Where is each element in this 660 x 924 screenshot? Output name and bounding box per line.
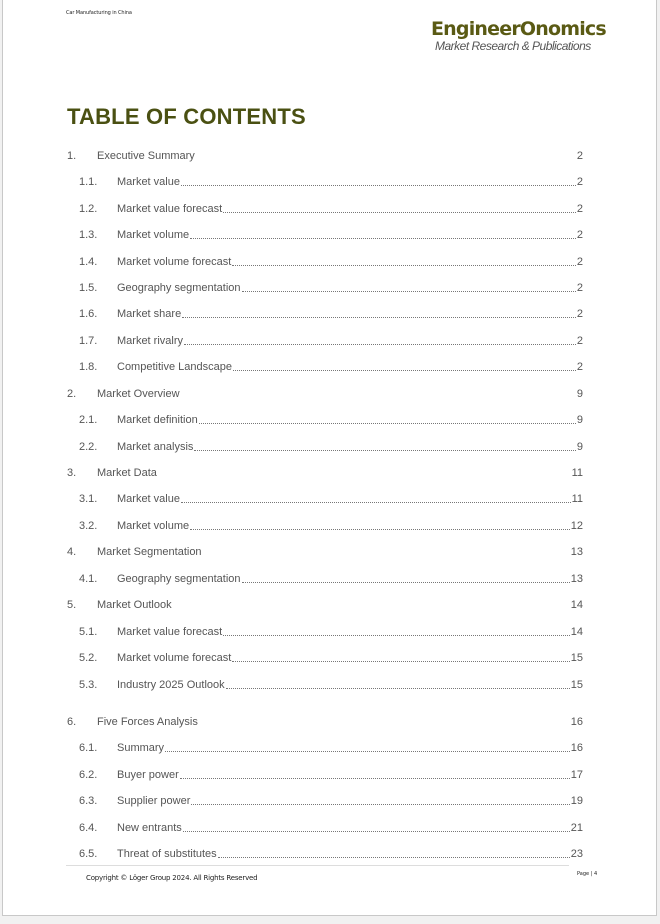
- toc-dot-leader: [218, 856, 570, 858]
- toc-entry-number: 5.1.: [79, 626, 98, 638]
- toc-entry-label: Market share: [117, 308, 182, 320]
- toc-entry-page: 13: [570, 573, 583, 585]
- document-page: [2, 0, 657, 916]
- toc-entry-number: 5.: [67, 599, 77, 611]
- toc-entry-label: Market value forecast: [117, 626, 223, 638]
- logo-tagline: Market Research & Publications: [435, 39, 591, 53]
- toc-entry-label: Geography segmentation: [117, 282, 241, 294]
- toc-dot-leader: [182, 316, 576, 318]
- toc-entry[interactable]: [67, 384, 583, 400]
- toc-entry-label: Industry 2025 Outlook: [117, 679, 225, 691]
- toc-entry-number: 1.4.: [79, 256, 98, 268]
- toc-entry-page: 2: [576, 282, 583, 294]
- toc-entry[interactable]: [67, 791, 583, 807]
- logo-name: EngineerOnomics: [431, 18, 606, 40]
- toc-entry-number: 5.2.: [79, 652, 98, 664]
- toc-entry[interactable]: [67, 278, 583, 294]
- toc-entry-page: 21: [570, 822, 583, 834]
- toc-entry[interactable]: [67, 818, 583, 834]
- toc-entry[interactable]: [67, 304, 583, 320]
- toc-entry[interactable]: [67, 648, 583, 664]
- toc-entry-number: 1.8.: [79, 361, 98, 373]
- toc-entry[interactable]: [67, 622, 583, 638]
- toc-entry[interactable]: [67, 765, 583, 781]
- toc-entry-label: Market rivalry: [117, 335, 184, 347]
- toc-title: TABLE OF CONTENTS: [67, 104, 306, 129]
- toc-dot-leader: [199, 422, 576, 424]
- toc-entry[interactable]: [67, 675, 583, 691]
- toc-entry[interactable]: [67, 225, 583, 241]
- toc-dot-leader: [242, 290, 576, 292]
- toc-entry-label: Threat of substitutes: [117, 848, 217, 860]
- toc-dot-leader: [181, 397, 576, 398]
- toc-entry-number: 1.: [67, 150, 77, 162]
- toc-dot-leader: [199, 725, 570, 726]
- toc-entry-label: Five Forces Analysis: [97, 716, 198, 728]
- toc-entry[interactable]: [67, 437, 583, 453]
- toc-entry[interactable]: [67, 844, 583, 860]
- toc-entry-label: Geography segmentation: [117, 573, 241, 585]
- header-document-title: Car Manufacturing in China: [66, 10, 132, 16]
- toc-dot-leader: [232, 264, 576, 266]
- toc-dot-leader: [190, 237, 576, 239]
- toc-entry[interactable]: [67, 331, 583, 347]
- toc-entry-number: 3.2.: [79, 520, 98, 532]
- toc-entry-page: 2: [576, 335, 583, 347]
- footer-divider: [66, 865, 569, 866]
- toc-entry[interactable]: [67, 489, 583, 505]
- toc-dot-leader: [180, 777, 570, 779]
- toc-entry[interactable]: [67, 463, 583, 479]
- toc-entry-number: 1.5.: [79, 282, 98, 294]
- toc-dot-leader: [158, 476, 571, 477]
- toc-entry-number: 4.1.: [79, 573, 98, 585]
- toc-entry-number: 1.7.: [79, 335, 98, 347]
- toc-entry-number: 5.3.: [79, 679, 98, 691]
- toc-dot-leader: [190, 528, 570, 530]
- toc-dot-leader: [165, 750, 570, 752]
- toc-entry-label: Competitive Landscape: [117, 361, 232, 373]
- toc-entry[interactable]: [67, 712, 583, 728]
- toc-entry-number: 4.: [67, 546, 77, 558]
- toc-entry-label: Market Data: [97, 467, 157, 479]
- toc-dot-leader: [181, 501, 571, 503]
- toc-dot-leader: [232, 660, 569, 662]
- toc-entry-label: Market analysis: [117, 441, 194, 453]
- toc-entry-page: 14: [570, 626, 583, 638]
- toc-entry-page: 2: [576, 308, 583, 320]
- toc-entry-label: Market value: [117, 176, 180, 188]
- toc-dot-leader: [223, 634, 570, 636]
- toc-entry-page: 2: [576, 256, 583, 268]
- toc-entry-number: 1.1.: [79, 176, 98, 188]
- toc-entry-page: 17: [570, 769, 583, 781]
- toc-dot-leader: [191, 803, 569, 805]
- toc-entry[interactable]: [67, 146, 583, 162]
- company-logo: [431, 18, 606, 53]
- toc-entry-label: Market Outlook: [97, 599, 172, 611]
- toc-entry-label: Market value forecast: [117, 203, 223, 215]
- toc-dot-leader: [226, 687, 570, 689]
- footer-page-number: Page | 4: [577, 871, 598, 877]
- toc-entry-number: 6.: [67, 716, 77, 728]
- toc-entry[interactable]: [67, 357, 583, 373]
- toc-entry-label: Market volume: [117, 520, 190, 532]
- toc-entry-label: Market volume forecast: [117, 256, 232, 268]
- toc-entry-number: 1.3.: [79, 229, 98, 241]
- toc-entry-number: 3.1.: [79, 493, 98, 505]
- toc-dot-leader: [173, 608, 570, 609]
- toc-entry[interactable]: [67, 172, 583, 188]
- toc-entry-number: 3.: [67, 467, 77, 479]
- toc-entry-page: 14: [570, 599, 583, 611]
- toc-entry-page: 11: [571, 493, 583, 505]
- toc-entry-page: 16: [570, 742, 583, 754]
- toc-dot-leader: [183, 830, 570, 832]
- toc-entry-page: 9: [576, 441, 583, 453]
- toc-entry-page: 9: [576, 388, 583, 400]
- toc-entry-number: 1.6.: [79, 308, 98, 320]
- toc-entry-number: 2.: [67, 388, 77, 400]
- toc-entry-label: New entrants: [117, 822, 182, 834]
- toc-dot-leader: [223, 211, 576, 213]
- toc-entry-number: 2.1.: [79, 414, 98, 426]
- toc-entry-page: 2: [576, 176, 583, 188]
- toc-dot-leader: [203, 555, 570, 556]
- toc-entry[interactable]: [67, 410, 583, 426]
- toc-dot-leader: [233, 369, 576, 371]
- toc-entry[interactable]: [67, 569, 583, 585]
- toc-entry-number: 1.2.: [79, 203, 98, 215]
- toc-entry-label: Market value: [117, 493, 180, 505]
- toc-entry-page: 2: [576, 203, 583, 215]
- toc-entry[interactable]: [67, 516, 583, 532]
- toc-entry-label: Buyer power: [117, 769, 179, 781]
- toc-entry[interactable]: [67, 542, 583, 558]
- footer-copyright: Copyright © Löger Group 2024. All Rights Reserved: [86, 874, 258, 882]
- toc-entry-number: 2.2.: [79, 441, 98, 453]
- toc-entry-number: 6.5.: [79, 848, 98, 860]
- toc-entry-label: Market Overview: [97, 388, 180, 400]
- toc-entry-label: Executive Summary: [97, 150, 195, 162]
- toc-entry-label: Summary: [117, 742, 165, 754]
- toc-entry[interactable]: [67, 199, 583, 215]
- toc-entry-page: 23: [570, 848, 583, 860]
- toc-entry-label: Market volume: [117, 229, 190, 241]
- toc-entry[interactable]: [67, 738, 583, 754]
- toc-dot-leader: [181, 184, 576, 186]
- toc-entry-page: 16: [570, 716, 583, 728]
- toc-entry-number: 6.3.: [79, 795, 98, 807]
- toc-entry-page: 13: [570, 546, 583, 558]
- toc-dot-leader: [196, 159, 576, 160]
- toc-entry-label: Market definition: [117, 414, 198, 426]
- toc-entry-page: 2: [576, 361, 583, 373]
- toc-entry-page: 2: [576, 229, 583, 241]
- toc-entry-page: 15: [570, 679, 583, 691]
- toc-entry-number: 6.2.: [79, 769, 98, 781]
- toc-entry-page: 15: [570, 652, 583, 664]
- toc-entry[interactable]: [67, 252, 583, 268]
- toc-entry-page: 2: [576, 150, 583, 162]
- toc-entry-number: 6.1.: [79, 742, 98, 754]
- toc-dot-leader: [194, 449, 575, 451]
- toc-entry-label: Supplier power: [117, 795, 191, 807]
- toc-dot-leader: [242, 581, 570, 583]
- toc-entry-page: 19: [570, 795, 583, 807]
- toc-dot-leader: [184, 343, 576, 345]
- toc-entry-page: 11: [571, 467, 583, 479]
- toc-entry-page: 12: [570, 520, 583, 532]
- toc-entry-label: Market Segmentation: [97, 546, 202, 558]
- toc-entry[interactable]: [67, 595, 583, 611]
- toc-entry-page: 9: [576, 414, 583, 426]
- toc-entry-number: 6.4.: [79, 822, 98, 834]
- toc-entry-label: Market volume forecast: [117, 652, 232, 664]
